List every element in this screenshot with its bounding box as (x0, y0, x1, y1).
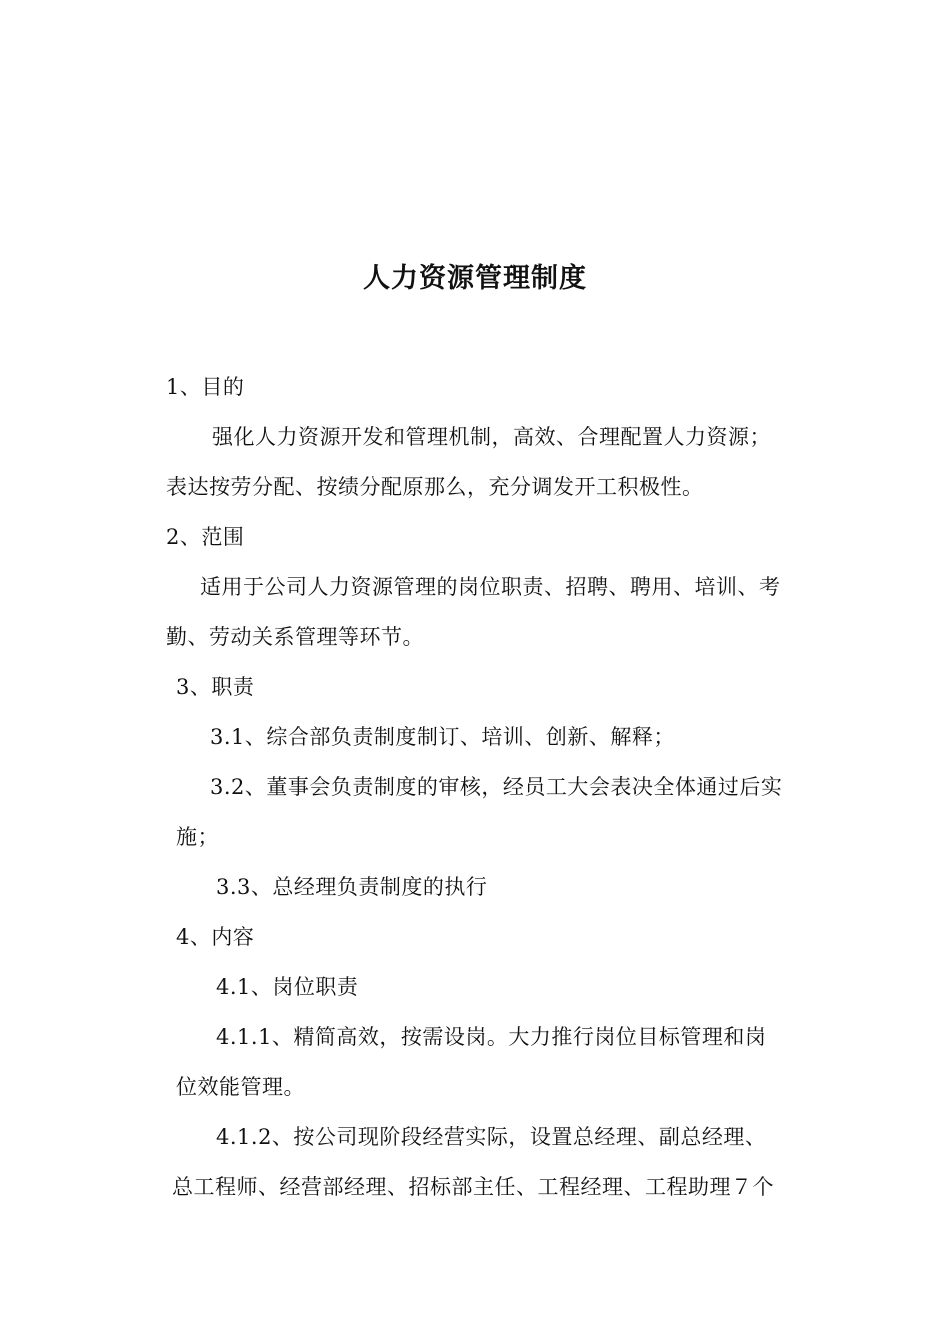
item-3-2-line-1: 3.2、董事会负责制度的审核，经员工大会表决全体通过后实 (210, 775, 783, 799)
section-1-text-line-2: 表达按劳分配、按绩分配原那么，充分调发开工积极性。 (166, 475, 704, 499)
section-2-text-line-1: 适用于公司人力资源管理的岗位职责、招聘、聘用、培训、考 (200, 575, 781, 599)
item-4-1-2-line-2: 总工程师、经营部经理、招标部主任、工程经理、工程助理７个 (172, 1175, 774, 1199)
item-3-3: 3.3、总经理负责制度的执行 (216, 875, 488, 899)
item-4-1-1-line-2: 位效能管理。 (176, 1075, 305, 1099)
item-3-2-line-2: 施； (176, 825, 219, 849)
item-3-1: 3.1、综合部负责制度制订、培训、创新、解释； (210, 725, 675, 749)
section-1-heading: 1、目的 (166, 375, 245, 399)
section-1-text-line-1: 强化人力资源开发和管理机制，高效、合理配置人力资源； (212, 425, 771, 449)
section-4-heading: 4、内容 (176, 925, 255, 949)
document-title: 人力资源管理制度 (363, 263, 587, 294)
section-2-heading: 2、范围 (166, 525, 245, 549)
item-4-1-1-line-1: 4.1.1、精简高效，按需设岗。大力推行岗位目标管理和岗 (216, 1025, 767, 1049)
section-2-text-line-2: 勤、劳动关系管理等环节。 (166, 625, 424, 649)
item-4-1-2-line-1: 4.1.2、按公司现阶段经营实际，设置总经理、副总经理、 (216, 1125, 767, 1149)
item-4-1: 4.1、岗位职责 (216, 975, 359, 999)
section-3-heading: 3、职责 (176, 675, 255, 699)
